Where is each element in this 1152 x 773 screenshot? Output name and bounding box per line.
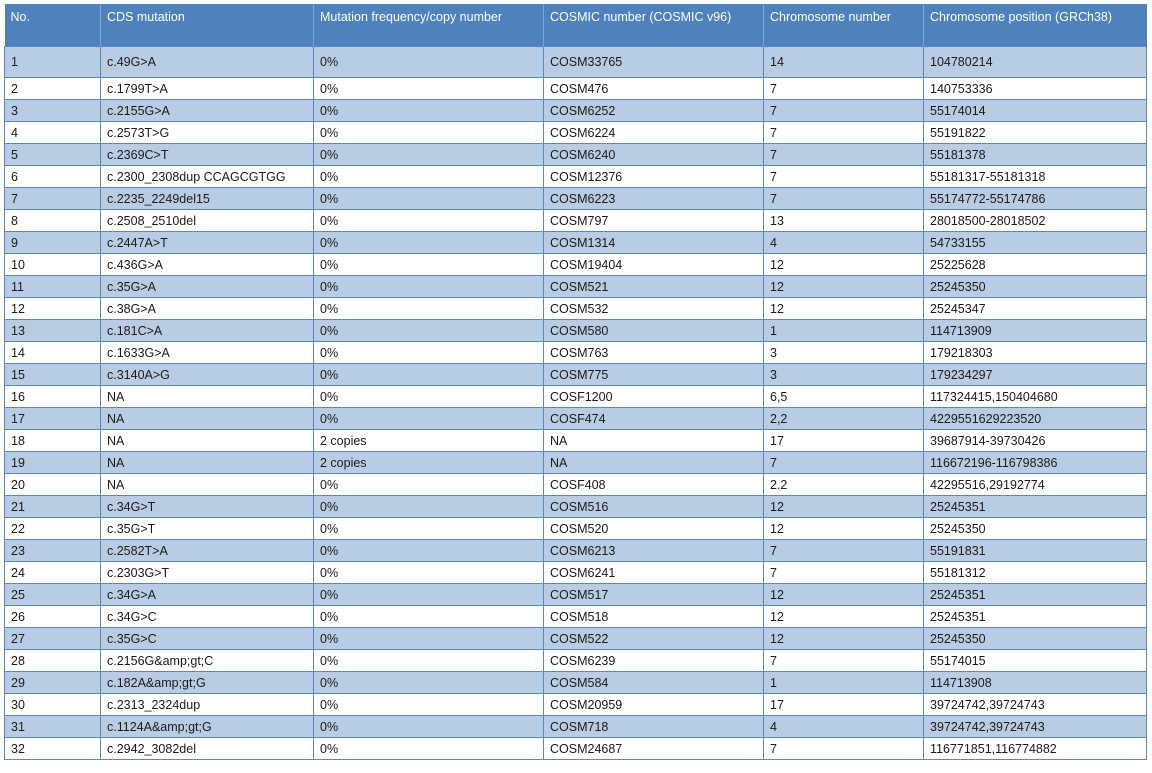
cell-cds-mutation: c.181C>A <box>101 320 314 342</box>
table-body <box>5 47 1147 760</box>
cell-cds-mutation: c.2300_2308dup CCAGCGTGG <box>101 166 314 188</box>
cell-mutation-frequency: 0% <box>314 562 544 584</box>
table-row <box>5 562 1147 584</box>
cell-cosmic-number: COSM532 <box>544 298 764 320</box>
cell-mutation-frequency: 0% <box>314 232 544 254</box>
cell-cosmic-number: COSM12376 <box>544 166 764 188</box>
table-row <box>5 540 1147 562</box>
cell-no: 7 <box>5 188 101 210</box>
table-row <box>5 298 1147 320</box>
cell-chromosome-number: 12 <box>764 298 924 320</box>
cell-mutation-frequency: 0% <box>314 47 544 78</box>
cell-cds-mutation: c.1124A&amp;gt;G <box>101 716 314 738</box>
cell-cds-mutation: c.2313_2324dup <box>101 694 314 716</box>
cell-cds-mutation: c.2508_2510del <box>101 210 314 232</box>
cell-chromosome-position: 25225628 <box>924 254 1147 276</box>
table-row <box>5 166 1147 188</box>
cell-cosmic-number: COSM775 <box>544 364 764 386</box>
cell-cosmic-number: COSM584 <box>544 672 764 694</box>
cell-mutation-frequency: 0% <box>314 364 544 386</box>
cell-chromosome-number: 7 <box>764 188 924 210</box>
cell-no: 1 <box>5 47 101 78</box>
cell-cds-mutation: c.35G>C <box>101 628 314 650</box>
table-row <box>5 47 1147 78</box>
cell-chromosome-number: 7 <box>764 122 924 144</box>
cell-mutation-frequency: 0% <box>314 210 544 232</box>
cell-mutation-frequency: 0% <box>314 100 544 122</box>
cell-chromosome-position: 179218303 <box>924 342 1147 364</box>
cell-mutation-frequency: 0% <box>314 166 544 188</box>
cell-no: 22 <box>5 518 101 540</box>
cell-no: 6 <box>5 166 101 188</box>
cell-no: 28 <box>5 650 101 672</box>
cell-chromosome-position: 104780214 <box>924 47 1147 78</box>
table-row <box>5 694 1147 716</box>
cell-chromosome-position: 28018500-28018502 <box>924 210 1147 232</box>
cell-cds-mutation: c.2447A>T <box>101 232 314 254</box>
table-row <box>5 320 1147 342</box>
cell-cosmic-number: COSM797 <box>544 210 764 232</box>
table-row <box>5 452 1147 474</box>
cell-no: 5 <box>5 144 101 166</box>
cell-mutation-frequency: 0% <box>314 650 544 672</box>
cell-cds-mutation: NA <box>101 430 314 452</box>
cell-chromosome-position: 42295516,29192774 <box>924 474 1147 496</box>
table-row <box>5 276 1147 298</box>
cell-cosmic-number: COSM6213 <box>544 540 764 562</box>
cell-chromosome-number: 7 <box>764 100 924 122</box>
cell-chromosome-position: 114713908 <box>924 672 1147 694</box>
cell-chromosome-position: 55191831 <box>924 540 1147 562</box>
cell-chromosome-number: 2.2 <box>764 474 924 496</box>
cell-chromosome-position: 55181378 <box>924 144 1147 166</box>
cell-chromosome-position: 54733155 <box>924 232 1147 254</box>
cell-chromosome-number: 4 <box>764 232 924 254</box>
cell-chromosome-number: 3 <box>764 342 924 364</box>
table-row <box>5 716 1147 738</box>
cell-chromosome-number: 12 <box>764 628 924 650</box>
cell-mutation-frequency: 0% <box>314 188 544 210</box>
cell-cds-mutation: NA <box>101 386 314 408</box>
cell-cds-mutation: c.35G>A <box>101 276 314 298</box>
cell-chromosome-number: 7 <box>764 452 924 474</box>
cell-mutation-frequency: 0% <box>314 276 544 298</box>
cell-cosmic-number: COSM1314 <box>544 232 764 254</box>
cell-chromosome-position: 114713909 <box>924 320 1147 342</box>
table-row <box>5 650 1147 672</box>
cell-mutation-frequency: 0% <box>314 584 544 606</box>
cell-cosmic-number: COSM19404 <box>544 254 764 276</box>
table-row <box>5 496 1147 518</box>
cell-mutation-frequency: 0% <box>314 386 544 408</box>
cell-cds-mutation: c.38G>A <box>101 298 314 320</box>
cell-chromosome-number: 12 <box>764 606 924 628</box>
cell-cds-mutation: c.34G>C <box>101 606 314 628</box>
cell-chromosome-number: 2,2 <box>764 408 924 430</box>
table-row <box>5 144 1147 166</box>
table-row <box>5 232 1147 254</box>
header-chromosome-position: Chromosome position (GRCh38) <box>924 4 1147 47</box>
cell-no: 16 <box>5 386 101 408</box>
cell-mutation-frequency: 0% <box>314 738 544 760</box>
cell-cosmic-number: COSM516 <box>544 496 764 518</box>
cell-cds-mutation: NA <box>101 408 314 430</box>
cell-chromosome-position: 55181317-55181318 <box>924 166 1147 188</box>
table-row <box>5 606 1147 628</box>
cell-chromosome-number: 4 <box>764 716 924 738</box>
cell-mutation-frequency: 0% <box>314 628 544 650</box>
cell-chromosome-position: 25245350 <box>924 518 1147 540</box>
cell-cds-mutation: c.2155G>A <box>101 100 314 122</box>
cell-no: 2 <box>5 78 101 100</box>
cell-no: 4 <box>5 122 101 144</box>
cell-cosmic-number: COSM763 <box>544 342 764 364</box>
cell-chromosome-position: 117324415,150404680 <box>924 386 1147 408</box>
mutation-table <box>4 4 1147 760</box>
cell-cds-mutation: c.3140A>G <box>101 364 314 386</box>
table-header <box>5 4 1147 47</box>
cell-cosmic-number: COSM6224 <box>544 122 764 144</box>
cell-mutation-frequency: 0% <box>314 254 544 276</box>
cell-mutation-frequency: 2 copies <box>314 430 544 452</box>
table-row <box>5 518 1147 540</box>
cell-no: 26 <box>5 606 101 628</box>
cell-mutation-frequency: 2 copies <box>314 452 544 474</box>
table-row <box>5 430 1147 452</box>
cell-cds-mutation: c.2156G&amp;gt;C <box>101 650 314 672</box>
cell-cosmic-number: COSM6241 <box>544 562 764 584</box>
cell-cosmic-number: COSM33765 <box>544 47 764 78</box>
cell-cosmic-number: COSF474 <box>544 408 764 430</box>
cell-no: 15 <box>5 364 101 386</box>
cell-chromosome-number: 7 <box>764 540 924 562</box>
cell-chromosome-number: 12 <box>764 276 924 298</box>
cell-mutation-frequency: 0% <box>314 606 544 628</box>
cell-cosmic-number: COSM20959 <box>544 694 764 716</box>
table-row <box>5 342 1147 364</box>
cell-no: 9 <box>5 232 101 254</box>
cell-mutation-frequency: 0% <box>314 320 544 342</box>
table-row <box>5 672 1147 694</box>
cell-no: 27 <box>5 628 101 650</box>
cell-no: 13 <box>5 320 101 342</box>
header-cosmic-number: COSMIC number (COSMIC v96) <box>544 4 764 47</box>
table-row <box>5 738 1147 760</box>
cell-no: 18 <box>5 430 101 452</box>
cell-chromosome-number: 1 <box>764 320 924 342</box>
cell-cds-mutation: c.34G>T <box>101 496 314 518</box>
cell-cds-mutation: c.2235_2249del15 <box>101 188 314 210</box>
table-row <box>5 78 1147 100</box>
cell-no: 19 <box>5 452 101 474</box>
cell-cosmic-number: COSM6252 <box>544 100 764 122</box>
cell-mutation-frequency: 0% <box>314 496 544 518</box>
cell-cosmic-number: COSM718 <box>544 716 764 738</box>
cell-chromosome-position: 39724742,39724743 <box>924 716 1147 738</box>
table-row <box>5 210 1147 232</box>
cell-no: 8 <box>5 210 101 232</box>
cell-chromosome-number: 14 <box>764 47 924 78</box>
cell-cosmic-number: COSM521 <box>544 276 764 298</box>
cell-no: 23 <box>5 540 101 562</box>
cell-no: 30 <box>5 694 101 716</box>
cell-mutation-frequency: 0% <box>314 540 544 562</box>
table-row <box>5 188 1147 210</box>
cell-chromosome-number: 12 <box>764 496 924 518</box>
cell-chromosome-number: 3 <box>764 364 924 386</box>
cell-cds-mutation: c.182A&amp;gt;G <box>101 672 314 694</box>
cell-cds-mutation: c.1799T>A <box>101 78 314 100</box>
cell-mutation-frequency: 0% <box>314 342 544 364</box>
table-row <box>5 100 1147 122</box>
cell-chromosome-number: 7 <box>764 562 924 584</box>
cell-mutation-frequency: 0% <box>314 474 544 496</box>
cell-chromosome-position: 25245347 <box>924 298 1147 320</box>
cell-mutation-frequency: 0% <box>314 694 544 716</box>
table-row <box>5 364 1147 386</box>
cell-cds-mutation: c.49G>A <box>101 47 314 78</box>
cell-chromosome-position: 116771851,116774882 <box>924 738 1147 760</box>
cell-no: 11 <box>5 276 101 298</box>
cell-chromosome-number: 7 <box>764 166 924 188</box>
cell-chromosome-position: 39687914-39730426 <box>924 430 1147 452</box>
cell-chromosome-number: 7 <box>764 650 924 672</box>
cell-mutation-frequency: 0% <box>314 672 544 694</box>
cell-mutation-frequency: 0% <box>314 78 544 100</box>
header-cds-mutation: CDS mutation <box>101 4 314 47</box>
cell-chromosome-number: 12 <box>764 254 924 276</box>
cell-cds-mutation: c.2369C>T <box>101 144 314 166</box>
table-row <box>5 254 1147 276</box>
cell-cds-mutation: NA <box>101 452 314 474</box>
cell-cosmic-number: COSM580 <box>544 320 764 342</box>
table-row <box>5 408 1147 430</box>
cell-no: 25 <box>5 584 101 606</box>
cell-chromosome-position: 25245351 <box>924 606 1147 628</box>
cell-chromosome-number: 7 <box>764 144 924 166</box>
header-no: No. <box>5 4 101 47</box>
cell-cds-mutation: c.1633G>A <box>101 342 314 364</box>
cell-cds-mutation: c.34G>A <box>101 584 314 606</box>
cell-chromosome-position: 55191822 <box>924 122 1147 144</box>
cell-mutation-frequency: 0% <box>314 408 544 430</box>
cell-no: 20 <box>5 474 101 496</box>
cell-chromosome-number: 7 <box>764 738 924 760</box>
cell-no: 31 <box>5 716 101 738</box>
cell-cosmic-number: COSM24687 <box>544 738 764 760</box>
cell-no: 32 <box>5 738 101 760</box>
cell-chromosome-number: 17 <box>764 694 924 716</box>
cell-chromosome-position: 55174014 <box>924 100 1147 122</box>
cell-chromosome-number: 1 <box>764 672 924 694</box>
cell-chromosome-position: 55174015 <box>924 650 1147 672</box>
cell-no: 10 <box>5 254 101 276</box>
header-mutation-frequency: Mutation frequency/copy number <box>314 4 544 47</box>
cell-mutation-frequency: 0% <box>314 144 544 166</box>
cell-chromosome-position: 25245350 <box>924 628 1147 650</box>
cell-cosmic-number: COSM6239 <box>544 650 764 672</box>
cell-cds-mutation: c.35G>T <box>101 518 314 540</box>
cell-cosmic-number: NA <box>544 430 764 452</box>
table-row <box>5 386 1147 408</box>
cell-no: 17 <box>5 408 101 430</box>
cell-chromosome-number: 7 <box>764 78 924 100</box>
cell-cosmic-number: COSM522 <box>544 628 764 650</box>
cell-cds-mutation: c.2942_3082del <box>101 738 314 760</box>
header-row <box>5 4 1147 47</box>
cell-cosmic-number: COSF1200 <box>544 386 764 408</box>
cell-no: 14 <box>5 342 101 364</box>
cell-chromosome-number: 12 <box>764 584 924 606</box>
cell-chromosome-position: 25245351 <box>924 584 1147 606</box>
cell-mutation-frequency: 0% <box>314 122 544 144</box>
table-row <box>5 628 1147 650</box>
cell-cosmic-number: COSM517 <box>544 584 764 606</box>
cell-cosmic-number: COSM6240 <box>544 144 764 166</box>
table-row <box>5 122 1147 144</box>
cell-cds-mutation: c.2573T>G <box>101 122 314 144</box>
cell-chromosome-position: 179234297 <box>924 364 1147 386</box>
cell-chromosome-position: 55181312 <box>924 562 1147 584</box>
cell-cosmic-number: COSM476 <box>544 78 764 100</box>
cell-chromosome-number: 12 <box>764 518 924 540</box>
cell-cosmic-number: COSM6223 <box>544 188 764 210</box>
cell-cds-mutation: c.2303G>T <box>101 562 314 584</box>
cell-no: 24 <box>5 562 101 584</box>
cell-cds-mutation: NA <box>101 474 314 496</box>
cell-chromosome-position: 4229551629223520 <box>924 408 1147 430</box>
cell-chromosome-position: 140753336 <box>924 78 1147 100</box>
cell-mutation-frequency: 0% <box>314 518 544 540</box>
cell-cds-mutation: c.2582T>A <box>101 540 314 562</box>
cell-no: 3 <box>5 100 101 122</box>
cell-no: 21 <box>5 496 101 518</box>
header-chromosome-number: Chromosome number <box>764 4 924 47</box>
cell-cosmic-number: COSM520 <box>544 518 764 540</box>
cell-mutation-frequency: 0% <box>314 716 544 738</box>
cell-cds-mutation: c.436G>A <box>101 254 314 276</box>
cell-chromosome-position: 25245350 <box>924 276 1147 298</box>
cell-chromosome-position: 116672196-116798386 <box>924 452 1147 474</box>
cell-chromosome-number: 17 <box>764 430 924 452</box>
cell-cosmic-number: COSF408 <box>544 474 764 496</box>
cell-no: 12 <box>5 298 101 320</box>
cell-cosmic-number: NA <box>544 452 764 474</box>
cell-mutation-frequency: 0% <box>314 298 544 320</box>
cell-no: 29 <box>5 672 101 694</box>
table-row <box>5 584 1147 606</box>
cell-chromosome-number: 6,5 <box>764 386 924 408</box>
cell-chromosome-position: 39724742,39724743 <box>924 694 1147 716</box>
cell-cosmic-number: COSM518 <box>544 606 764 628</box>
cell-chromosome-number: 13 <box>764 210 924 232</box>
cell-chromosome-position: 55174772-55174786 <box>924 188 1147 210</box>
cell-chromosome-position: 25245351 <box>924 496 1147 518</box>
table-row <box>5 474 1147 496</box>
